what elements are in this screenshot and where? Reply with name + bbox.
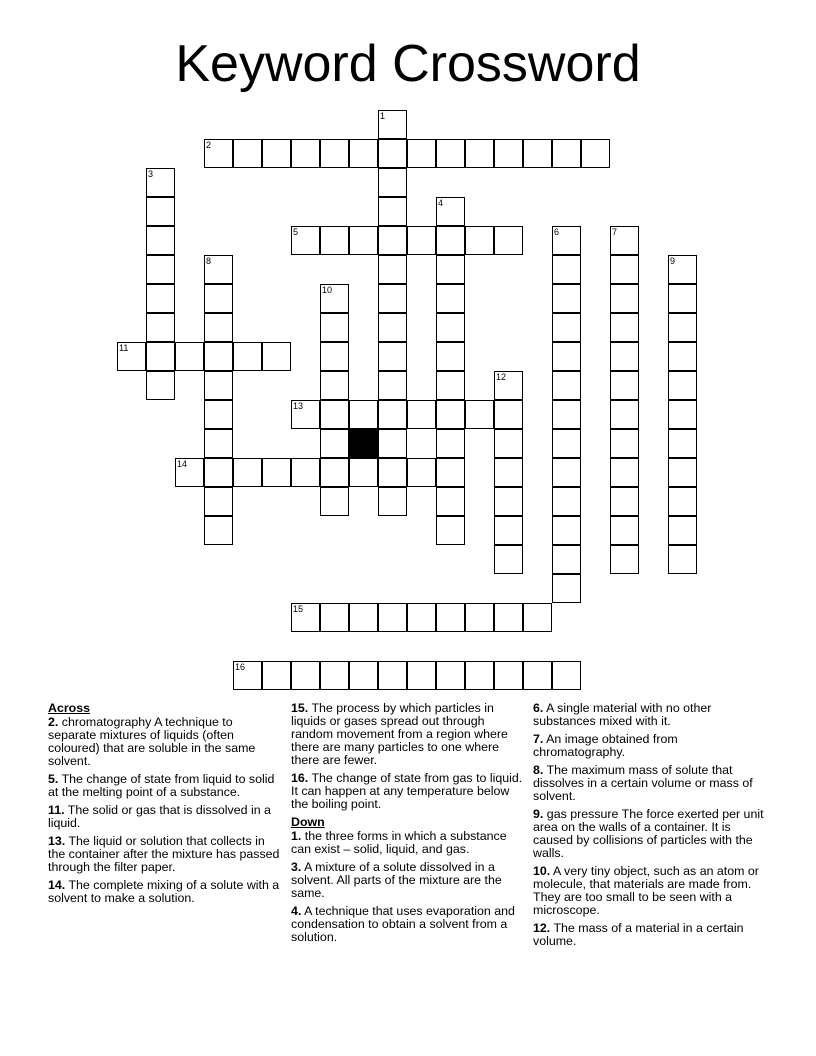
clue-number: 3	[148, 169, 154, 179]
grid-cell[interactable]	[436, 458, 465, 487]
grid-cell[interactable]	[552, 226, 581, 255]
clue-number: 13	[293, 401, 304, 411]
clue-num: 6.	[533, 701, 544, 715]
grid-cell[interactable]	[146, 226, 175, 255]
grid-cell[interactable]	[610, 313, 639, 342]
grid-cell[interactable]	[378, 226, 407, 255]
grid-cell[interactable]	[610, 458, 639, 487]
grid-cell[interactable]	[552, 516, 581, 545]
grid-block	[349, 429, 378, 458]
grid-cell[interactable]	[436, 313, 465, 342]
clue-item	[533, 764, 765, 803]
grid-cell[interactable]	[204, 255, 233, 284]
grid-cell[interactable]	[465, 400, 494, 429]
clue-number: 12	[496, 372, 507, 382]
clue-num: 10.	[533, 864, 551, 878]
grid-cell[interactable]	[233, 458, 262, 487]
grid-cell[interactable]	[552, 313, 581, 342]
clue-text: gas pressure The force exerted per unit area on the walls of a container. It is caused by collisions of particles with the walls.	[533, 807, 764, 860]
grid-cell[interactable]	[523, 139, 552, 168]
grid-cell[interactable]	[175, 342, 204, 371]
grid-cell[interactable]	[494, 516, 523, 545]
grid-cell[interactable]	[610, 371, 639, 400]
grid-cell[interactable]	[494, 371, 523, 400]
clue-number: 11	[119, 343, 129, 353]
grid-cell[interactable]	[436, 197, 465, 226]
grid-cell[interactable]	[291, 226, 320, 255]
grid-cell[interactable]	[436, 342, 465, 371]
clue-number: 8	[206, 256, 212, 266]
grid-cell[interactable]	[175, 458, 204, 487]
grid-cell[interactable]	[552, 661, 581, 690]
clue-number: 4	[438, 198, 444, 208]
clue-num: 5.	[48, 772, 59, 786]
grid-cell[interactable]	[378, 371, 407, 400]
grid-cell[interactable]	[494, 487, 523, 516]
grid-cell[interactable]	[494, 545, 523, 574]
clue-item	[48, 773, 280, 799]
clue-number: 10	[322, 285, 333, 295]
grid-cell[interactable]	[610, 255, 639, 284]
grid-cell[interactable]	[320, 342, 349, 371]
grid-cell[interactable]	[552, 371, 581, 400]
grid-cell[interactable]	[204, 139, 233, 168]
clue-num: 4.	[291, 904, 302, 918]
clue-number: 5	[293, 227, 299, 237]
clue-item	[533, 702, 765, 728]
grid-cell[interactable]	[146, 255, 175, 284]
grid-cell[interactable]	[291, 603, 320, 632]
grid-cell[interactable]	[552, 545, 581, 574]
grid-cell[interactable]	[465, 661, 494, 690]
grid-cell[interactable]	[349, 458, 378, 487]
grid-cell[interactable]	[320, 458, 349, 487]
grid-cell[interactable]	[204, 429, 233, 458]
grid-cell[interactable]	[320, 661, 349, 690]
grid-cell[interactable]	[378, 342, 407, 371]
grid-cell[interactable]	[407, 603, 436, 632]
grid-cell[interactable]	[552, 429, 581, 458]
grid-cell[interactable]	[378, 284, 407, 313]
grid-cell[interactable]	[291, 661, 320, 690]
grid-cell[interactable]	[407, 400, 436, 429]
grid-cell[interactable]	[233, 342, 262, 371]
clue-num: 14.	[48, 878, 66, 892]
clue-num: 12.	[533, 921, 551, 935]
grid-cell[interactable]	[378, 110, 407, 139]
grid-cell[interactable]	[668, 400, 697, 429]
down-heading: Down	[291, 815, 325, 829]
clue-item	[533, 922, 765, 948]
grid-cell[interactable]	[436, 661, 465, 690]
clue-num: 3.	[291, 860, 302, 874]
grid-cell[interactable]	[668, 429, 697, 458]
grid-cell[interactable]	[436, 371, 465, 400]
grid-cell[interactable]	[436, 429, 465, 458]
grid-cell[interactable]	[378, 429, 407, 458]
clue-num: 11.	[48, 803, 65, 817]
grid-cell[interactable]	[610, 342, 639, 371]
clue-num: 2.	[48, 715, 59, 729]
clue-number: 1	[380, 111, 386, 121]
grid-cell[interactable]	[407, 661, 436, 690]
grid-cell[interactable]	[581, 139, 610, 168]
grid-cell[interactable]	[552, 487, 581, 516]
grid-cell[interactable]	[494, 603, 523, 632]
clue-number: 16	[235, 662, 246, 672]
grid-cell[interactable]	[552, 400, 581, 429]
grid-cell[interactable]	[407, 226, 436, 255]
grid-cell[interactable]	[494, 458, 523, 487]
clue-item	[48, 804, 280, 830]
clue-item	[533, 865, 765, 917]
grid-cell[interactable]	[552, 458, 581, 487]
clue-text: The mass of a material in a certain volume.	[533, 921, 744, 948]
grid-cell[interactable]	[436, 516, 465, 545]
clue-text: The change of state from gas to liquid. It can happen at any temperature below the boiling point.	[291, 771, 523, 811]
grid-cell[interactable]	[407, 139, 436, 168]
grid-cell[interactable]	[668, 545, 697, 574]
clue-text: chromatography A technique to separate mixtures of liquids (often coloured) that are soluble in the same solvent.	[48, 715, 256, 768]
grid-cell[interactable]	[610, 284, 639, 313]
clues-column-3	[533, 702, 765, 953]
grid-cell[interactable]	[610, 487, 639, 516]
grid-cell[interactable]	[407, 458, 436, 487]
across-heading: Across	[48, 701, 91, 715]
grid-cell[interactable]	[320, 226, 349, 255]
grid-cell[interactable]	[668, 255, 697, 284]
clues-column-1	[48, 702, 280, 910]
grid-cell[interactable]	[146, 284, 175, 313]
grid-cell[interactable]	[320, 139, 349, 168]
grid-cell[interactable]	[494, 226, 523, 255]
grid-cell[interactable]	[523, 603, 552, 632]
grid-cell[interactable]	[465, 139, 494, 168]
clue-item	[291, 861, 523, 900]
clue-text: The liquid or solution that collects in the container after the mixture has passed through the filter paper.	[48, 834, 280, 874]
grid-cell[interactable]	[262, 342, 291, 371]
grid-cell[interactable]	[552, 139, 581, 168]
clue-number: 14	[177, 459, 188, 469]
clue-text: A technique that uses evaporation and condensation to obtain a solvent from a solution.	[291, 904, 515, 944]
grid-cell[interactable]	[204, 487, 233, 516]
clue-item	[48, 716, 280, 768]
grid-cell[interactable]	[494, 661, 523, 690]
grid-cell[interactable]	[668, 313, 697, 342]
grid-cell[interactable]	[291, 458, 320, 487]
clue-text: the three forms in which a substance can exist – solid, liquid, and gas.	[291, 829, 507, 856]
clue-number: 6	[554, 227, 560, 237]
grid-cell[interactable]	[233, 661, 262, 690]
grid-cell[interactable]	[320, 429, 349, 458]
grid-cell[interactable]	[494, 429, 523, 458]
grid-cell[interactable]	[378, 603, 407, 632]
grid-cell[interactable]	[204, 400, 233, 429]
clue-text: A mixture of a solute dissolved in a solvent. All parts of the mixture are the same.	[291, 860, 502, 900]
clue-num: 1.	[291, 829, 302, 843]
grid-cell[interactable]	[349, 226, 378, 255]
grid-cell[interactable]	[204, 458, 233, 487]
clue-item	[291, 830, 523, 856]
clue-text: An image obtained from chromatography.	[533, 732, 678, 759]
grid-cell[interactable]	[320, 603, 349, 632]
clue-item	[533, 808, 765, 860]
grid-cell[interactable]	[465, 226, 494, 255]
grid-cell[interactable]	[610, 400, 639, 429]
grid-cell[interactable]	[291, 139, 320, 168]
page-title: Keyword Crossword	[175, 35, 641, 93]
grid-cell[interactable]	[204, 284, 233, 313]
grid-cell[interactable]	[146, 168, 175, 197]
grid-cell[interactable]	[146, 313, 175, 342]
clue-num: 16.	[291, 771, 309, 785]
grid-cell[interactable]	[668, 284, 697, 313]
clue-text: The maximum mass of solute that dissolves in a certain volume or mass of solvent.	[533, 763, 753, 803]
clue-item	[48, 879, 280, 905]
grid-cell[interactable]	[378, 661, 407, 690]
grid-cell[interactable]	[436, 255, 465, 284]
grid-cell[interactable]	[610, 516, 639, 545]
clue-text: A very tiny object, such as an atom or molecule, that materials are made from. They are too small to be seen with a microscope.	[533, 864, 759, 917]
grid-cell[interactable]	[349, 661, 378, 690]
clue-item	[533, 733, 765, 759]
grid-cell[interactable]	[320, 371, 349, 400]
grid-cell[interactable]	[349, 139, 378, 168]
clue-text: The change of state from liquid to solid at the melting point of a substance.	[48, 772, 275, 799]
grid-cell[interactable]	[436, 603, 465, 632]
clue-text: The process by which particles in liquids or gases spread out through random movement from a region where there are many particles to one where there are fewer.	[291, 701, 508, 767]
grid-cell[interactable]	[668, 516, 697, 545]
grid-cell[interactable]	[465, 603, 494, 632]
grid-cell[interactable]	[436, 487, 465, 516]
grid-cell[interactable]	[262, 458, 291, 487]
clue-item	[291, 905, 523, 944]
grid-cell[interactable]	[436, 139, 465, 168]
clue-number: 7	[612, 227, 618, 237]
grid-cell[interactable]	[378, 458, 407, 487]
grid-cell[interactable]	[552, 574, 581, 603]
grid-cell[interactable]	[552, 342, 581, 371]
grid-cell[interactable]	[378, 197, 407, 226]
grid-cell[interactable]	[233, 139, 262, 168]
grid-cell[interactable]	[378, 255, 407, 284]
grid-cell[interactable]	[436, 400, 465, 429]
grid-cell[interactable]	[117, 342, 146, 371]
grid-cell[interactable]	[204, 342, 233, 371]
clue-item	[48, 835, 280, 874]
grid-cell[interactable]	[262, 139, 291, 168]
grid-cell[interactable]	[320, 487, 349, 516]
grid-cell[interactable]	[349, 400, 378, 429]
grid-cell[interactable]	[204, 313, 233, 342]
grid-cell[interactable]	[204, 371, 233, 400]
grid-cell[interactable]	[668, 371, 697, 400]
grid-cell[interactable]	[291, 400, 320, 429]
clue-number: 9	[670, 256, 676, 266]
grid-cell[interactable]	[378, 313, 407, 342]
grid-cell[interactable]	[320, 400, 349, 429]
grid-cell[interactable]	[610, 545, 639, 574]
clue-num: 15.	[291, 701, 309, 715]
grid-cell[interactable]	[494, 400, 523, 429]
grid-cell[interactable]	[349, 603, 378, 632]
grid-cell[interactable]	[436, 226, 465, 255]
grid-cell[interactable]	[552, 284, 581, 313]
grid-cell[interactable]	[320, 284, 349, 313]
clue-text: A single material with no other substances mixed with it.	[533, 701, 712, 728]
grid-cell[interactable]	[378, 139, 407, 168]
grid-cell[interactable]	[610, 226, 639, 255]
grid-cell[interactable]	[436, 284, 465, 313]
grid-cell[interactable]	[494, 139, 523, 168]
clue-item	[291, 702, 523, 767]
clue-num: 7.	[533, 732, 544, 746]
grid-cell[interactable]	[668, 342, 697, 371]
grid-cell[interactable]	[146, 342, 175, 371]
clues-column-2	[291, 702, 523, 949]
grid-cell[interactable]	[204, 516, 233, 545]
clue-num: 9.	[533, 807, 544, 821]
grid-cell[interactable]	[146, 371, 175, 400]
clue-number: 15	[293, 604, 304, 614]
grid-cell[interactable]	[378, 400, 407, 429]
clue-num: 13.	[48, 834, 66, 848]
grid-cell[interactable]	[146, 197, 175, 226]
grid-cell[interactable]	[668, 458, 697, 487]
grid-cell[interactable]	[378, 487, 407, 516]
grid-cell[interactable]	[378, 168, 407, 197]
grid-cell[interactable]	[523, 661, 552, 690]
clue-num: 8.	[533, 763, 544, 777]
grid-cell[interactable]	[610, 429, 639, 458]
clue-number: 2	[206, 140, 212, 150]
grid-cell[interactable]	[320, 313, 349, 342]
grid-cell[interactable]	[668, 487, 697, 516]
clue-text: The solid or gas that is dissolved in a liquid.	[48, 803, 271, 830]
grid-cell[interactable]	[552, 255, 581, 284]
grid-cell[interactable]	[262, 661, 291, 690]
clue-item	[291, 772, 523, 811]
clue-text: The complete mixing of a solute with a solvent to make a solution.	[48, 878, 280, 905]
